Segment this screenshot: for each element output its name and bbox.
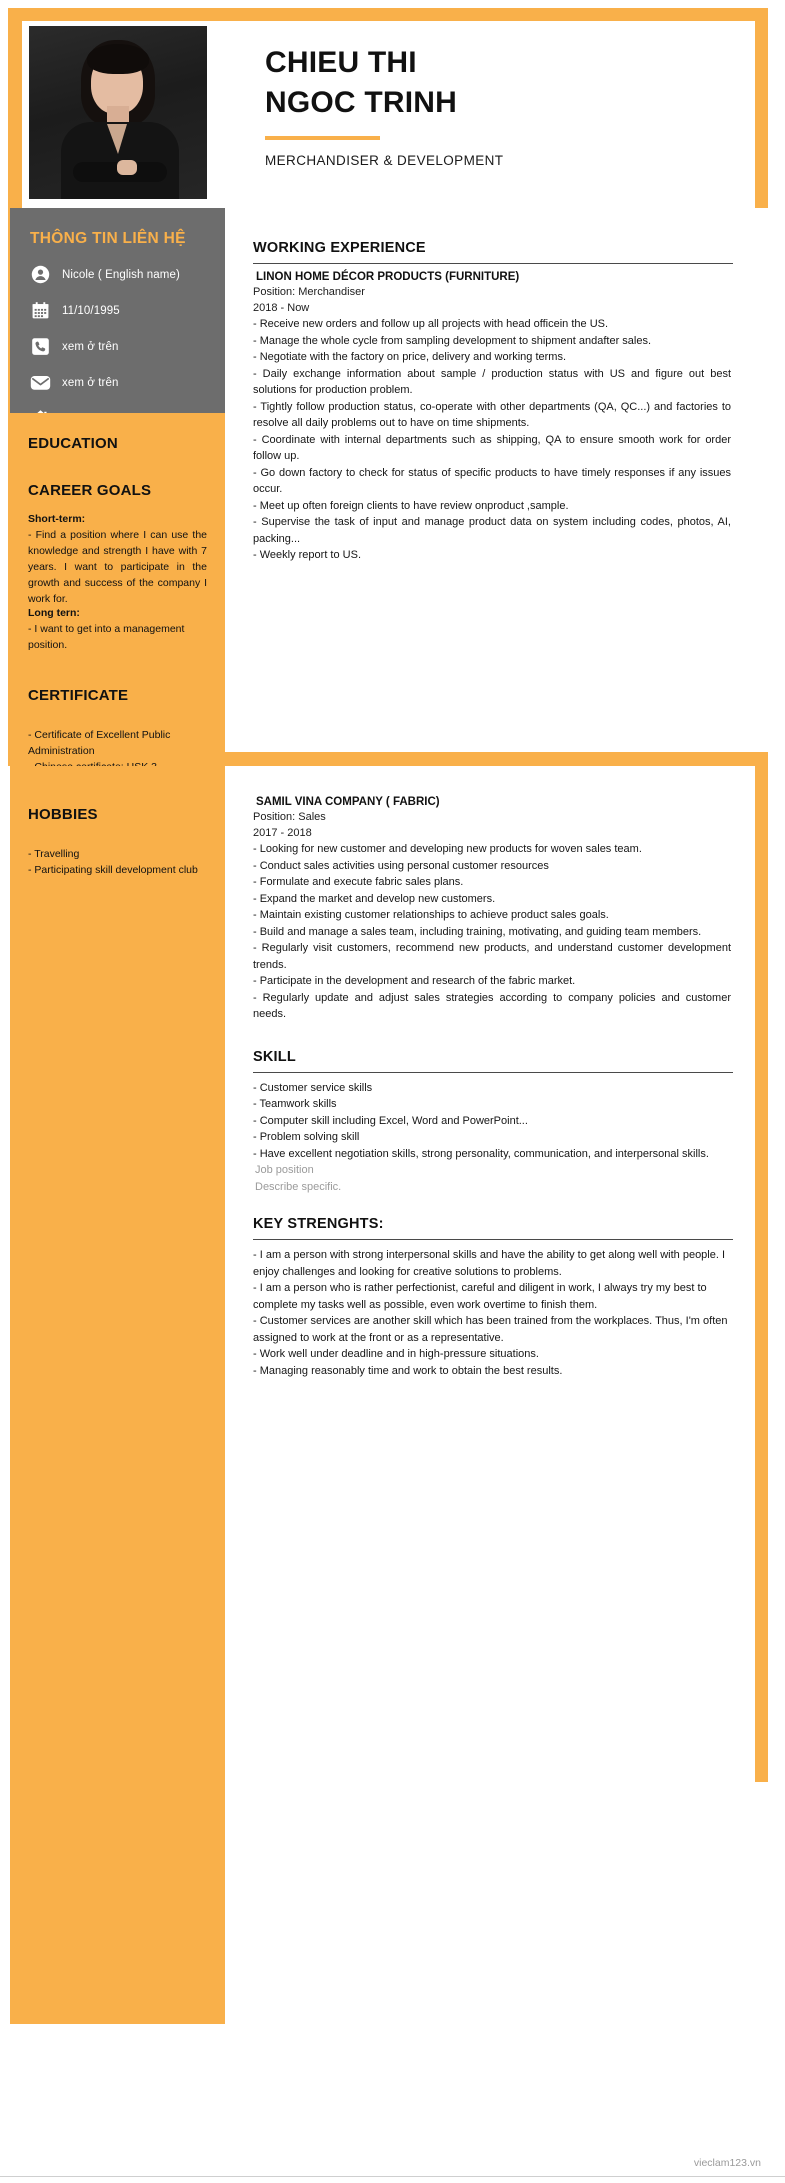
- skill-item: - Teamwork skills: [253, 1098, 337, 1110]
- job2-bullet: - Regularly visit customers, recommend new products, and understand customer development trends.: [253, 942, 731, 971]
- skill-item: - Problem solving skill: [253, 1131, 360, 1143]
- career-goals-heading: CAREER GOALS: [28, 482, 152, 499]
- contact-item-phone: [30, 336, 225, 357]
- job1-bullet: - Coordinate with internal departments such as shipping, QA to ensure smooth work for order follow up.: [253, 433, 731, 462]
- key-strength-item: - Work well under deadline and in high-pressure situations.: [253, 1348, 539, 1360]
- job2-bullet: - Expand the market and develop new customers.: [253, 892, 496, 905]
- skill-item: - Customer service skills: [253, 1081, 373, 1094]
- job2-period: 2017 - 2018: [253, 827, 312, 839]
- job2-bullet: - Regularly update and adjust sales strategies according to company policies and customer needs.: [253, 991, 731, 1020]
- job1-company: LINON HOME DÉCOR PRODUCTS (FURNITURE): [256, 271, 520, 283]
- email-icon: [30, 372, 51, 393]
- job2-bullet: - Build and manage a sales team, including training, motivating, and guiding team members.: [253, 925, 702, 938]
- contact-birthdate-value: 11/10/1995: [62, 304, 120, 317]
- job2-bullet: - Participate in the development and research of the fabric market.: [253, 975, 576, 987]
- contact-email-value: xem ở trên: [62, 376, 119, 389]
- career-long-term-text: - I want to get into a management position.: [28, 623, 185, 651]
- job2-bullet: - Looking for new customer and developing new products for woven sales team.: [253, 843, 642, 855]
- skill-placeholder-position: Job position: [255, 1164, 314, 1176]
- job1-bullet: - Negotiate with the factory on price, delivery and working terms.: [253, 351, 567, 363]
- candidate-job-title: MERCHANDISER & DEVELOPMENT: [265, 153, 504, 168]
- job1-bullet: - Go down factory to check for status of specific products to have timely responses if any issues occur.: [253, 466, 731, 495]
- name-underline: [265, 136, 380, 140]
- job1-bullet: - Meet up often foreign clients to have review onproduct ,sample.: [253, 499, 569, 512]
- job1-bullet: - Receive new orders and follow up all projects with head officein the US.: [253, 318, 609, 330]
- skill-heading: SKILL: [253, 1048, 296, 1065]
- education-heading: EDUCATION: [28, 435, 118, 452]
- job2-bullet: - Formulate and execute fabric sales plans.: [253, 876, 464, 888]
- contact-item-name: [30, 264, 225, 285]
- contact-item-email: [30, 372, 225, 393]
- working-experience-heading: WORKING EXPERIENCE: [253, 240, 426, 256]
- experience-skills-card: [232, 766, 755, 2166]
- calendar-icon: [30, 300, 51, 321]
- career-short-term-text: - Find a position where I can use the knowledge and strength I have with 7 years. I want to participate in the growth and success of the company I work for.: [28, 529, 207, 605]
- skill-item: - Have excellent negotiation skills, strong personality, communication, and interpersonal skills.: [253, 1147, 709, 1160]
- contact-phone-value: xem ở trên: [62, 340, 119, 353]
- contact-panel: [10, 208, 225, 413]
- key-strength-item: - I am a person who is rather perfectionist, careful and diligent in work, I always try my best to complete my tasks well as possible, even work overtime to finish them.: [253, 1282, 707, 1311]
- footer-watermark: vieclam123.vn: [693, 2157, 761, 2169]
- hobbies-heading: HOBBIES: [28, 806, 98, 823]
- job1-bullet: - Weekly report to US.: [253, 549, 361, 561]
- job1-bullet: - Daily exchange information about sample / production status with US and figure out best solutions for production problem.: [253, 367, 731, 396]
- section-divider: [253, 263, 733, 264]
- frame-right-bar: [755, 8, 768, 208]
- candidate-name-line1: CHIEU THI: [265, 46, 417, 79]
- header-text-block: [207, 21, 503, 168]
- hobbies-item: - Participating skill development club: [28, 864, 198, 876]
- certificate-heading: CERTIFICATE: [28, 687, 129, 704]
- career-long-term-label: Long tern:: [28, 607, 80, 619]
- key-strengths-heading: KEY STRENGHTS:: [253, 1216, 384, 1232]
- frame-top-bar: [8, 8, 768, 21]
- contact-item-birthdate: [30, 300, 225, 321]
- contact-panel-title: THÔNG TIN LIÊN HỆ: [30, 230, 186, 247]
- career-short-term-label: Short-term:: [28, 513, 86, 525]
- job2-bullet: - Conduct sales activities using personal customer resources: [253, 859, 549, 872]
- skill-item: - Computer skill including Excel, Word and PowerPoint...: [253, 1114, 528, 1127]
- frame-right-bar-lower: [755, 752, 768, 1782]
- job2-company: SAMIL VINA COMPANY ( FABRIC): [256, 796, 440, 808]
- left-orange-panel-upper: [10, 413, 225, 757]
- key-strength-item: - Managing reasonably time and work to obtain the best results.: [253, 1364, 563, 1377]
- job1-position: Position: Merchandiser: [253, 286, 365, 298]
- phone-icon: [30, 336, 51, 357]
- contact-name-value: Nicole ( English name): [62, 268, 180, 281]
- resume-header: [22, 21, 755, 208]
- job2-position: Position: Sales: [253, 811, 326, 823]
- certificate-item: - Certificate of Excellent Public Administration: [28, 729, 171, 757]
- candidate-name-line2: NGOC TRINH: [265, 86, 457, 119]
- job1-bullet: - Manage the whole cycle from sampling development to shipment andafter sales.: [253, 334, 652, 347]
- section-divider: [253, 1239, 733, 1240]
- key-strength-item: - Customer services are another skill which has been trained from the workplaces. Thus, I'm often assigned to work at the front or as a representative.: [253, 1315, 728, 1344]
- skill-placeholder-describe: Describe specific.: [255, 1181, 342, 1193]
- person-icon: [30, 264, 51, 285]
- job1-bullet: - Tightly follow production status, co-operate with other departments (QA, QC...) and factories to resolve all daily problems out to have on time shipments.: [253, 400, 731, 429]
- job2-bullet: - Maintain existing customer relationships to achieve product sales goals.: [253, 909, 609, 921]
- footer-divider: [0, 2176, 785, 2177]
- job1-period: 2018 - Now: [253, 302, 310, 314]
- profile-photo: [29, 26, 207, 199]
- hobbies-item: - Travelling: [28, 848, 80, 860]
- left-orange-panel-lower: [10, 766, 225, 2024]
- job1-bullet: - Supervise the task of input and manage product data on system including codes, photos, AI, packing...: [253, 516, 731, 545]
- working-experience-card: [232, 213, 755, 752]
- key-strength-item: - I am a person with strong interpersonal skills and have the ability to get along well with people. I enjoy challenges and looking for creative solutions to problems.: [253, 1249, 726, 1278]
- section-divider: [253, 1072, 733, 1073]
